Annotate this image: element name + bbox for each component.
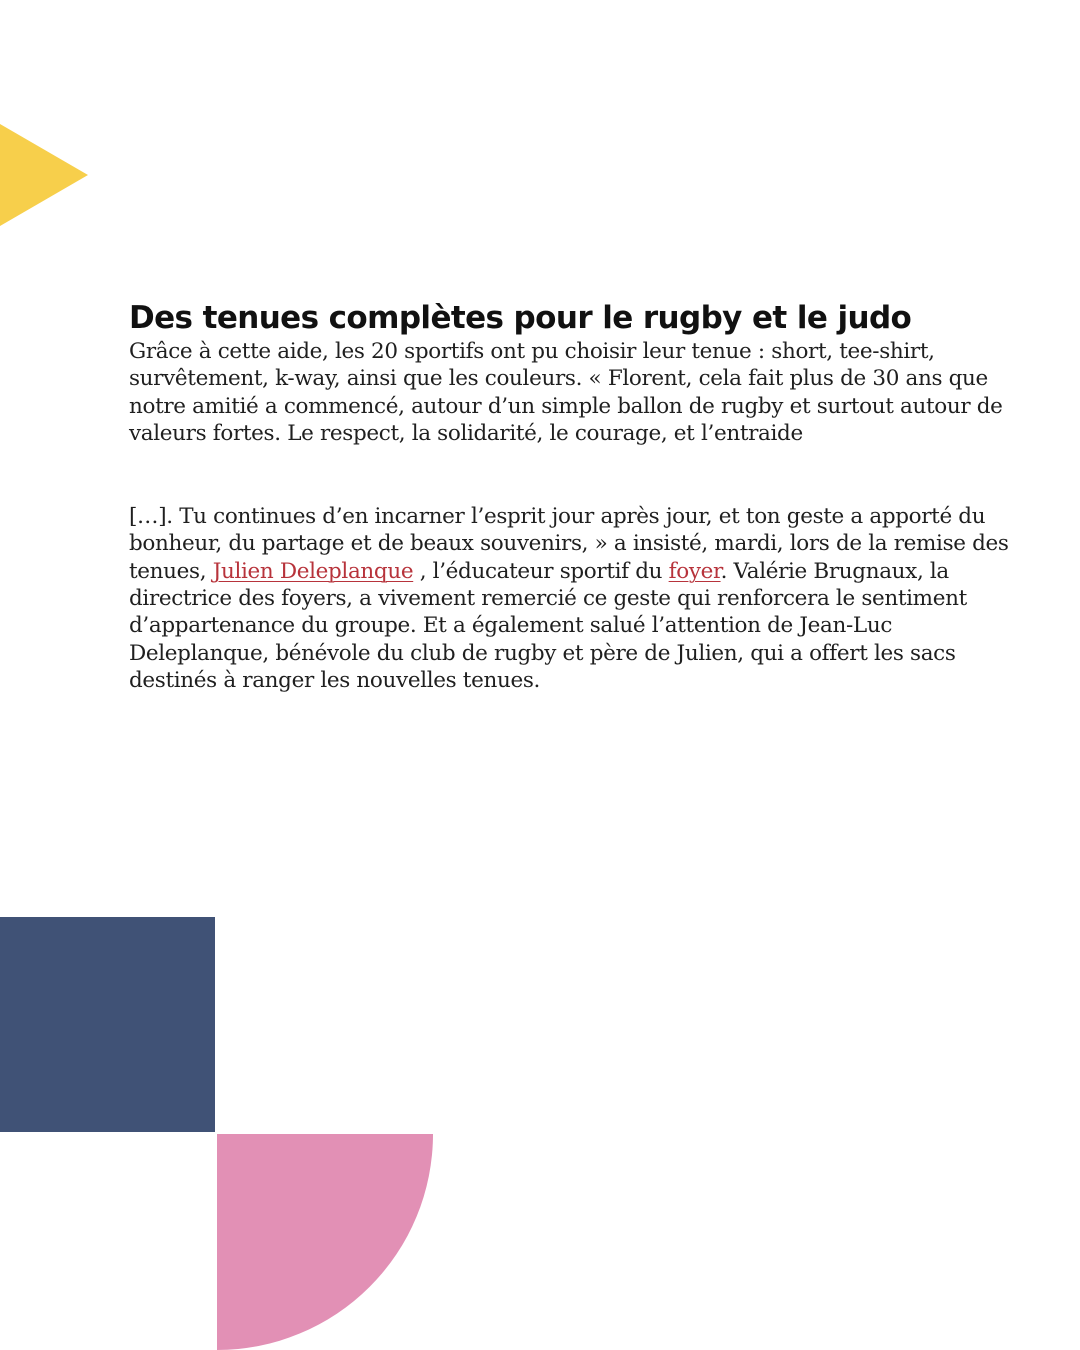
navy-square-decoration <box>0 917 215 1132</box>
foyer-link[interactable]: foyer <box>668 558 721 584</box>
paragraph-2-text-2: , l’éducateur sportif du <box>413 558 669 584</box>
paragraph-2 <box>129 503 1009 694</box>
yellow-triangle-decoration <box>0 124 88 226</box>
paragraph-1: Grâce à cette aide, les 20 sportifs ont pu choisir leur tenue : short, tee-shirt, survêtement, k-way, ainsi que les couleurs. « Florent, cela fait plus de 30 ans que notre amitié a commencé, autour d’un simple ballon de rugby et surtout autour de valeurs fortes. Le respect, la solidarité, le courage, et l’entraide <box>129 339 1003 446</box>
paragraph-2-text-1: […]. Tu continues d’en incarner l’esprit jour après jour, et ton geste a apporté du bonheur, du partage et de beaux souvenirs, » a insisté, mardi, lors de la remise des tenues, <box>129 504 1009 584</box>
julien-deleplanque-link[interactable]: Julien Deleplanque <box>212 558 414 584</box>
paragraph-2-text-3: . Valérie Brugnaux, la directrice des foyers, a vivement remercié ce geste qui renforcera le sentiment d’appartenance du groupe. Et a également salué l’attention de Jean-Luc Deleplanque, bénévole du club de rugby et père de Julien, qui a offert les sacs destinés à ranger les nouvelles tenues. <box>129 558 967 693</box>
article-body <box>129 298 1009 694</box>
article-heading: Des tenues complètes pour le rugby et le judo <box>129 300 912 336</box>
pink-quarter-circle-decoration <box>217 1134 433 1350</box>
